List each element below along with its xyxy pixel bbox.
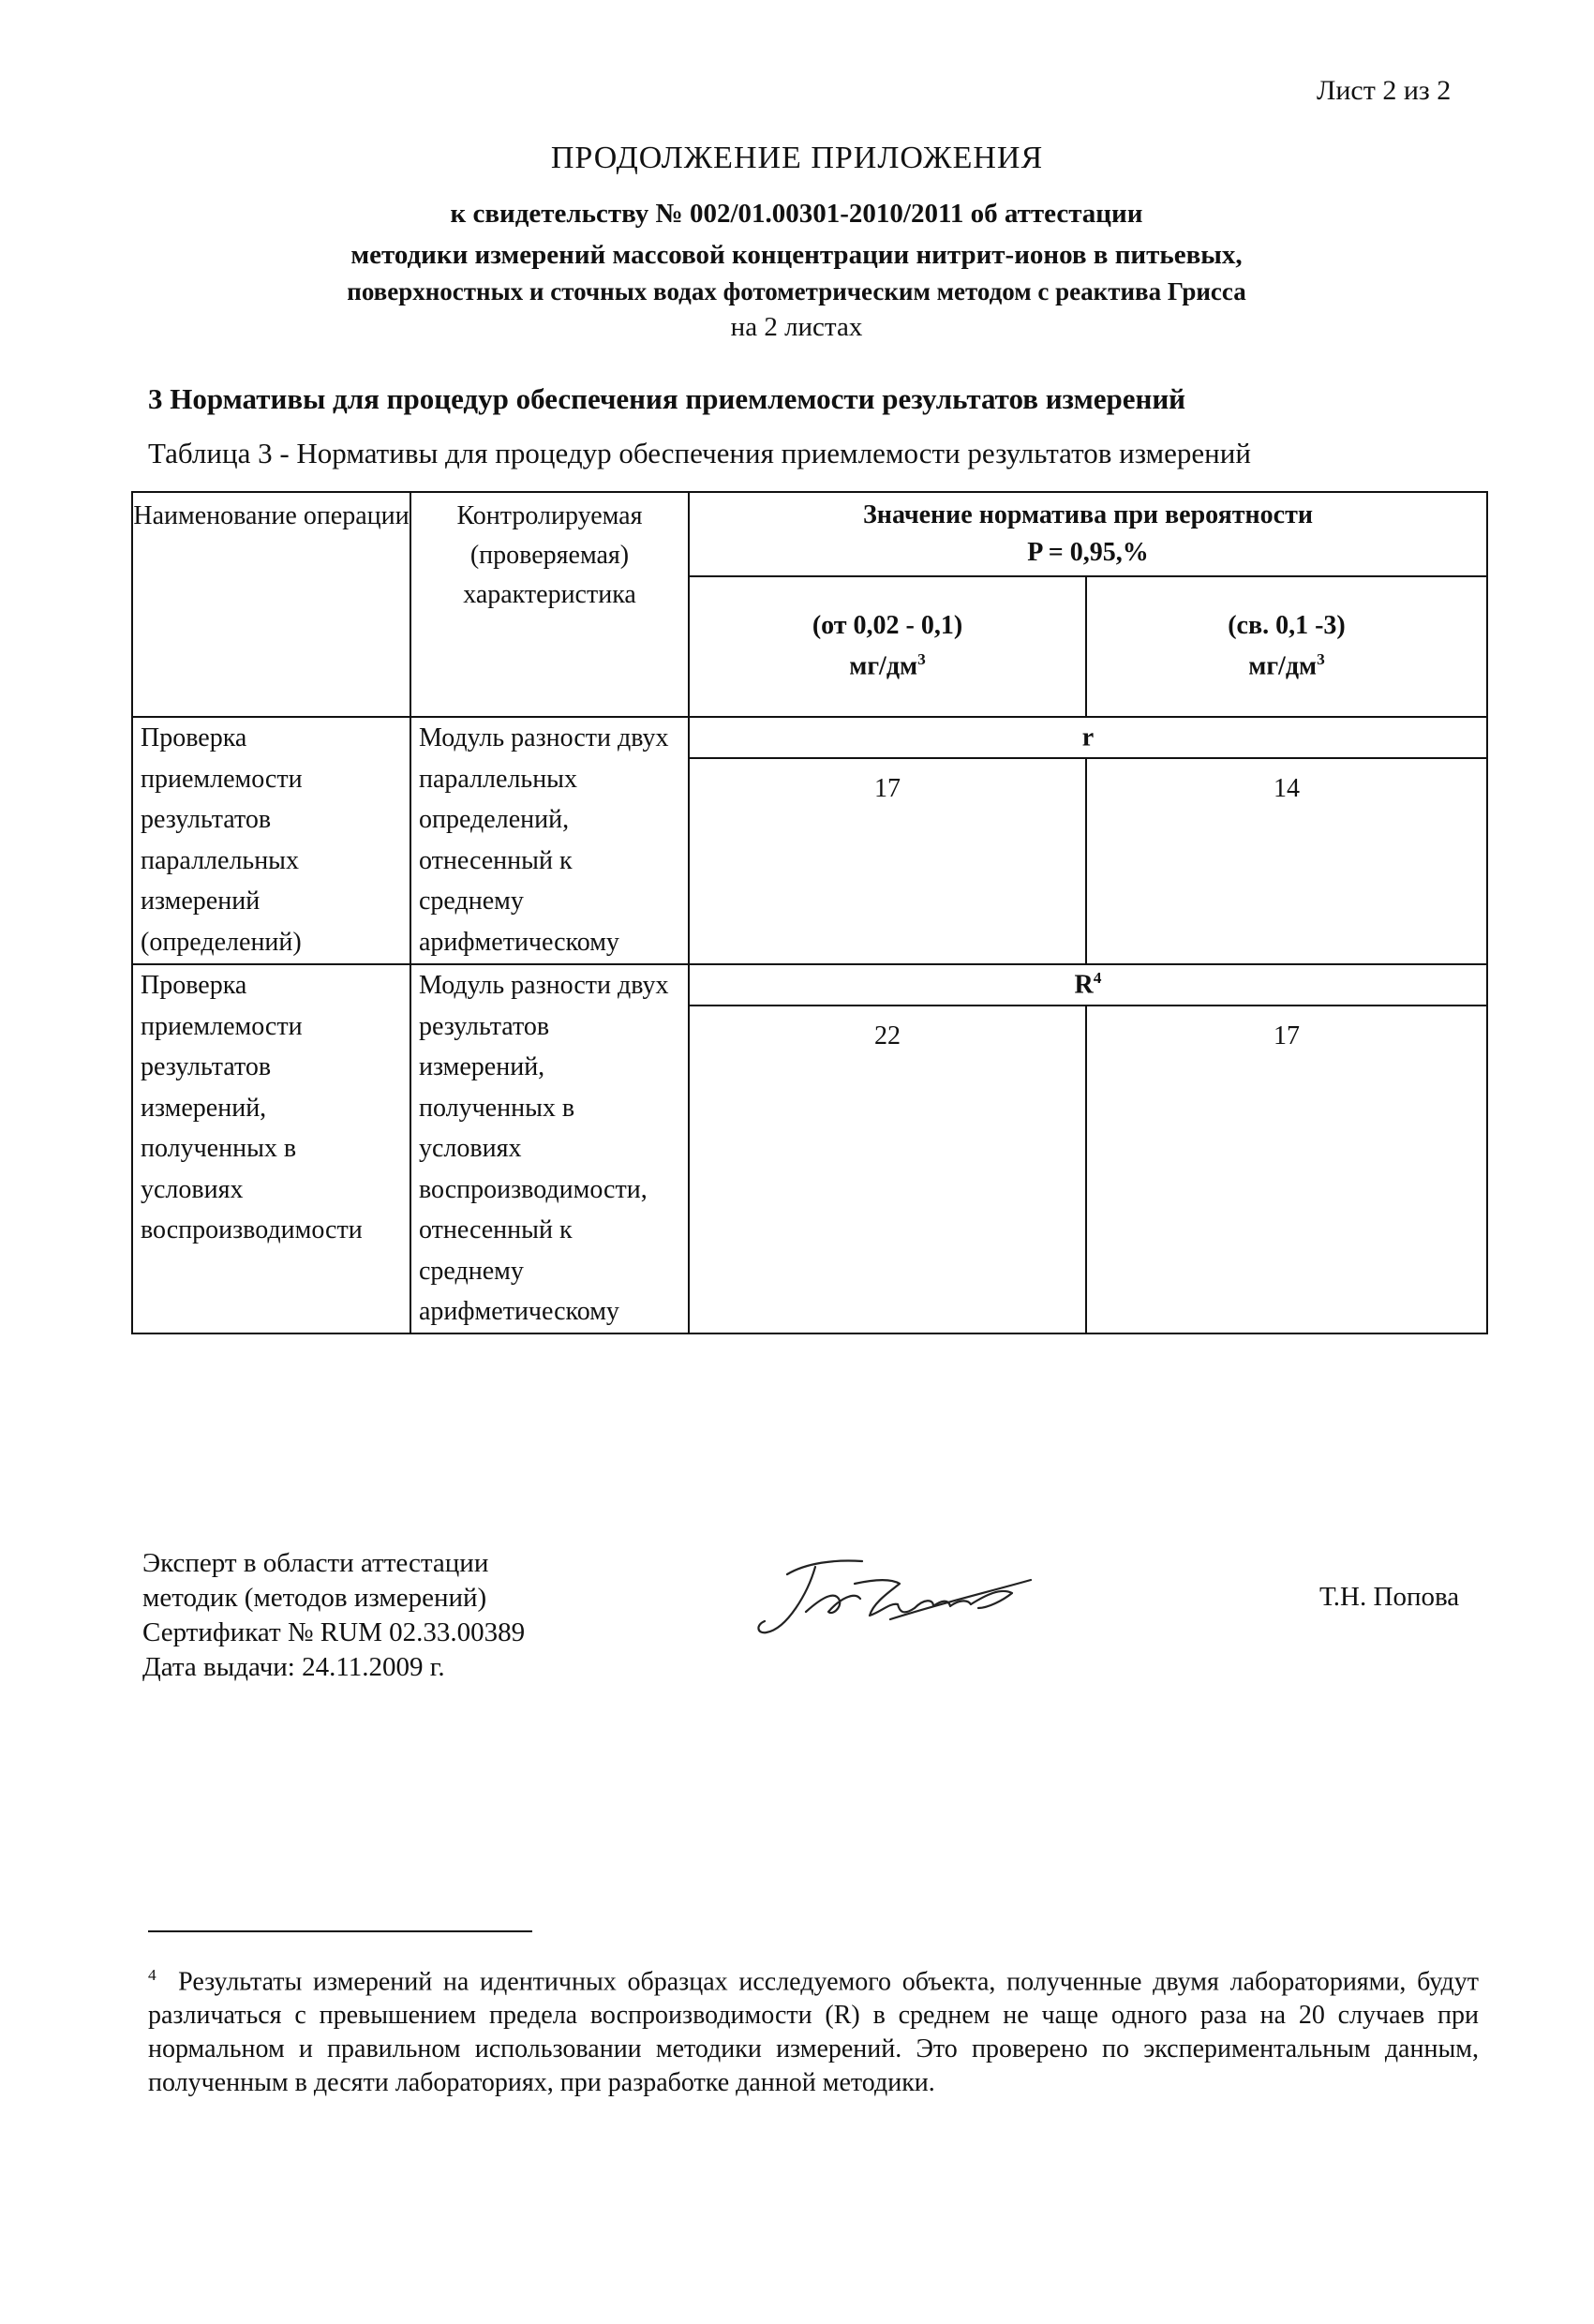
row-2-characteristic: Модуль разности двух результатов измерений, полученных в условиях воспроизводимости, отнесенный к среднему арифметическому bbox=[410, 964, 689, 1333]
range-2-label: (св. 0,1 -3) bbox=[1228, 611, 1346, 641]
expert-name: Т.Н. Попова bbox=[1319, 1582, 1460, 1612]
header-characteristic: Контролируемая (проверяемая) характеристика bbox=[410, 492, 689, 717]
row-1-operation: Проверка приемлемости результатов параллельных измерений (определений) bbox=[132, 717, 410, 964]
expert-issue-date: Дата выдачи: 24.11.2009 г. bbox=[142, 1652, 445, 1682]
expert-line-1: Эксперт в области аттестации bbox=[142, 1548, 489, 1578]
table-row bbox=[132, 717, 1487, 758]
section-heading: 3 Нормативы для процедур обеспечения приемлемости результатов измерений bbox=[148, 382, 1186, 415]
range-1-label: (от 0,02 - 0,1) bbox=[812, 611, 963, 641]
row-1-characteristic: Модуль разности двух параллельных определений, отнесенный к среднему арифметическому bbox=[410, 717, 689, 964]
table-header-row bbox=[132, 492, 1487, 576]
row-2-value-1: 22 bbox=[689, 1006, 1086, 1333]
footnote bbox=[148, 1959, 1479, 2100]
expert-line-2: методик (методов измерений) bbox=[142, 1583, 487, 1613]
header-range-1 bbox=[689, 576, 1086, 717]
certificate-line: к свидетельству № 002/01.00301-2010/2011 об аттестации bbox=[450, 199, 1143, 229]
table-caption: Таблица 3 - Нормативы для процедур обеспечения приемлемости результатов измерений bbox=[148, 437, 1251, 469]
footnote-divider bbox=[148, 1930, 532, 1932]
table-row bbox=[132, 964, 1487, 1006]
header-range-2 bbox=[1086, 576, 1487, 717]
footnote-mark: 4 bbox=[148, 1966, 156, 1984]
row-2-operation: Проверка приемлемости результатов измерений, полученных в условиях воспроизводимости bbox=[132, 964, 410, 1333]
expert-certificate: Сертификат № RUM 02.33.00389 bbox=[142, 1617, 526, 1647]
header-value bbox=[689, 492, 1487, 576]
expert-block bbox=[142, 1546, 525, 1685]
norms-table bbox=[131, 491, 1488, 1334]
sheets-count-line: на 2 листах bbox=[730, 312, 863, 342]
signature-image bbox=[750, 1546, 1059, 1649]
row-2-symbol: $R^4$ bbox=[689, 964, 1487, 1006]
row-1-value-2: 14 bbox=[1086, 758, 1487, 964]
footnote-text: Результаты измерений на идентичных образцах исследуемого объекта, полученные двумя лабораториями, будут различаться с превышением предела воспроизводимости (R) в среднем не чаще одного раза на 20 случаев при нормальном и правильном использовании методики измерений. Это проверено по экспериментальным данным, полученным в десяти лабораториях, при разработке данной методики. bbox=[148, 1967, 1479, 2098]
sheet-number: Лист 2 из 2 bbox=[1317, 75, 1452, 106]
header-value-title: Значение норматива при вероятности bbox=[863, 500, 1313, 529]
method-line-1: методики измерений массовой концентрации нитрит-ионов в питьевых, bbox=[350, 240, 1243, 270]
row-1-value-1: 17 bbox=[689, 758, 1086, 964]
method-line-2: поверхностных и сточных водах фотометрическим методом с реактива Грисса bbox=[347, 277, 1246, 305]
range-2-unit: $мг/дм^3$ bbox=[1248, 650, 1325, 681]
header-operation: Наименование операции bbox=[132, 492, 410, 717]
header-value-probability: P = 0,95,% bbox=[1027, 538, 1149, 567]
row-1-symbol: r bbox=[689, 717, 1487, 758]
row-2-value-2: 17 bbox=[1086, 1006, 1487, 1333]
appendix-title: ПРОДОЛЖЕНИЕ ПРИЛОЖЕНИЯ bbox=[550, 141, 1044, 175]
range-1-unit: $мг/дм^3$ bbox=[849, 650, 926, 681]
